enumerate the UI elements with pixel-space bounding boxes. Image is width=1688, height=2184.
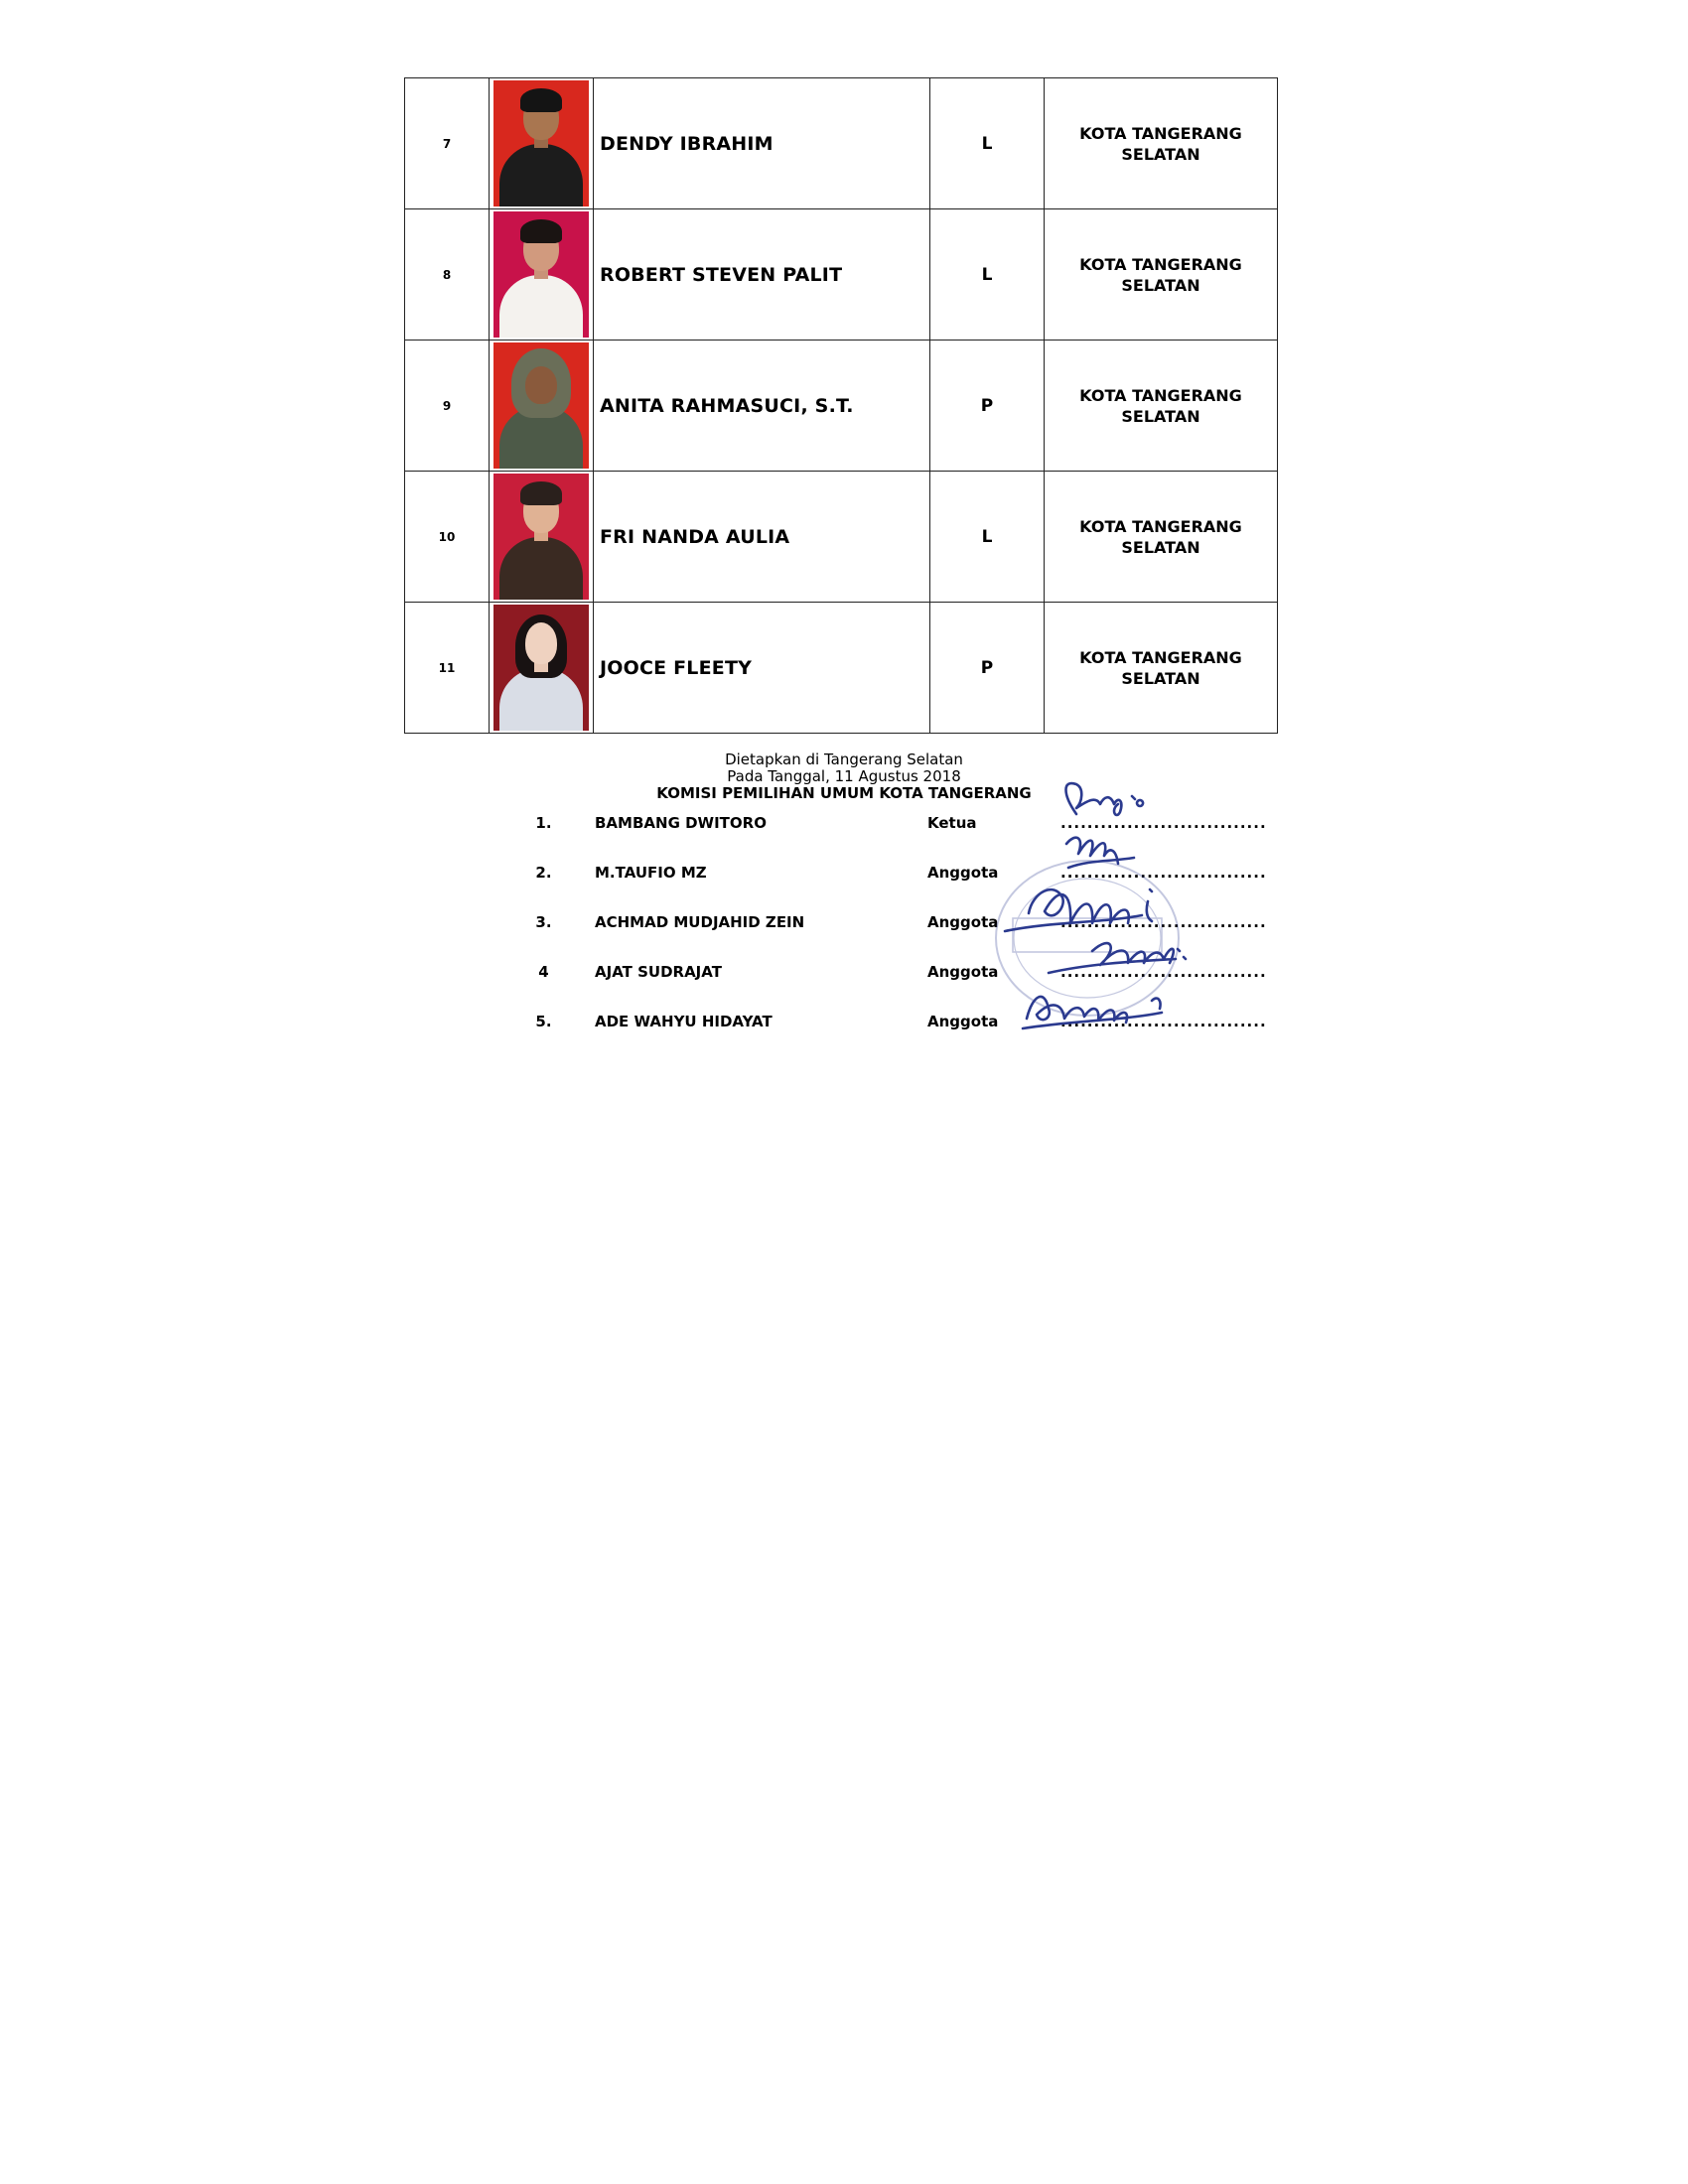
candidate-table — [404, 77, 1278, 734]
member-role: Anggota — [927, 1013, 999, 1030]
list-item — [516, 913, 1267, 963]
domicile-line-1: KOTA TANGERANG — [1079, 123, 1242, 143]
candidate-number: 7 — [405, 78, 490, 209]
candidate-gender: L — [930, 78, 1045, 209]
table-row — [405, 209, 1278, 341]
signature-line: ............................... — [1060, 864, 1267, 882]
candidate-gender: P — [930, 603, 1045, 734]
member-name: ACHMAD MUDJAHID ZEIN — [595, 913, 805, 931]
list-item — [516, 1013, 1267, 1062]
candidate-name: ROBERT STEVEN PALIT — [594, 209, 930, 341]
candidate-domicile — [1045, 603, 1278, 734]
member-name: BAMBANG DWITORO — [595, 814, 767, 832]
member-number: 3. — [535, 913, 552, 931]
signature-line: ............................... — [1060, 814, 1267, 832]
candidate-gender: L — [930, 209, 1045, 341]
domicile-line-2: SELATAN — [1121, 406, 1200, 426]
commissioner-list — [516, 814, 1267, 1062]
domicile-line-2: SELATAN — [1121, 537, 1200, 557]
candidate-photo-cell — [490, 78, 594, 209]
candidate-domicile — [1045, 78, 1278, 209]
signing-header — [0, 751, 1688, 802]
domicile-line-1: KOTA TANGERANG — [1079, 516, 1242, 536]
candidate-photo — [493, 211, 589, 338]
candidate-photo-cell — [490, 209, 594, 341]
member-role: Anggota — [927, 913, 999, 931]
candidate-name: ANITA RAHMASUCI, S.T. — [594, 341, 930, 472]
candidate-name: DENDY IBRAHIM — [594, 78, 930, 209]
domicile-line-1: KOTA TANGERANG — [1079, 254, 1242, 274]
table-row — [405, 603, 1278, 734]
candidate-photo-cell — [490, 472, 594, 603]
member-number: 5. — [535, 1013, 552, 1030]
candidate-photo — [493, 605, 589, 731]
member-number: 2. — [535, 864, 552, 882]
member-number: 1. — [535, 814, 552, 832]
candidate-photo-cell — [490, 341, 594, 472]
candidate-number: 11 — [405, 603, 490, 734]
domicile-line-2: SELATAN — [1121, 668, 1200, 688]
candidate-domicile — [1045, 209, 1278, 341]
candidate-domicile — [1045, 341, 1278, 472]
candidate-photo — [493, 342, 589, 469]
table-row — [405, 78, 1278, 209]
candidate-domicile — [1045, 472, 1278, 603]
member-name: AJAT SUDRAJAT — [595, 963, 722, 981]
list-item — [516, 814, 1267, 864]
candidate-gender: P — [930, 341, 1045, 472]
signing-organization: KOMISI PEMILIHAN UMUM KOTA TANGERANG — [656, 784, 1032, 802]
list-item — [516, 963, 1267, 1013]
domicile-line-2: SELATAN — [1121, 144, 1200, 164]
member-number: 4 — [538, 963, 549, 981]
signature-line: ............................... — [1060, 913, 1267, 931]
signature-line: ............................... — [1060, 963, 1267, 981]
table-row — [405, 472, 1278, 603]
signing-date: Pada Tanggal, 11 Agustus 2018 — [727, 767, 961, 785]
candidate-photo — [493, 474, 589, 600]
candidate-name: FRI NANDA AULIA — [594, 472, 930, 603]
domicile-line-1: KOTA TANGERANG — [1079, 647, 1242, 667]
signature-line: ............................... — [1060, 1013, 1267, 1030]
candidate-gender: L — [930, 472, 1045, 603]
candidate-photo-cell — [490, 603, 594, 734]
list-item — [516, 864, 1267, 913]
candidate-number: 10 — [405, 472, 490, 603]
member-role: Ketua — [927, 814, 977, 832]
candidate-photo — [493, 80, 589, 206]
signing-place: Dietapkan di Tangerang Selatan — [725, 751, 963, 768]
table-row — [405, 341, 1278, 472]
member-name: ADE WAHYU HIDAYAT — [595, 1013, 773, 1030]
member-name: M.TAUFIO MZ — [595, 864, 707, 882]
member-role: Anggota — [927, 963, 999, 981]
member-role: Anggota — [927, 864, 999, 882]
candidate-name: JOOCE FLEETY — [594, 603, 930, 734]
candidate-number: 9 — [405, 341, 490, 472]
candidate-number: 8 — [405, 209, 490, 341]
domicile-line-1: KOTA TANGERANG — [1079, 385, 1242, 405]
domicile-line-2: SELATAN — [1121, 275, 1200, 295]
